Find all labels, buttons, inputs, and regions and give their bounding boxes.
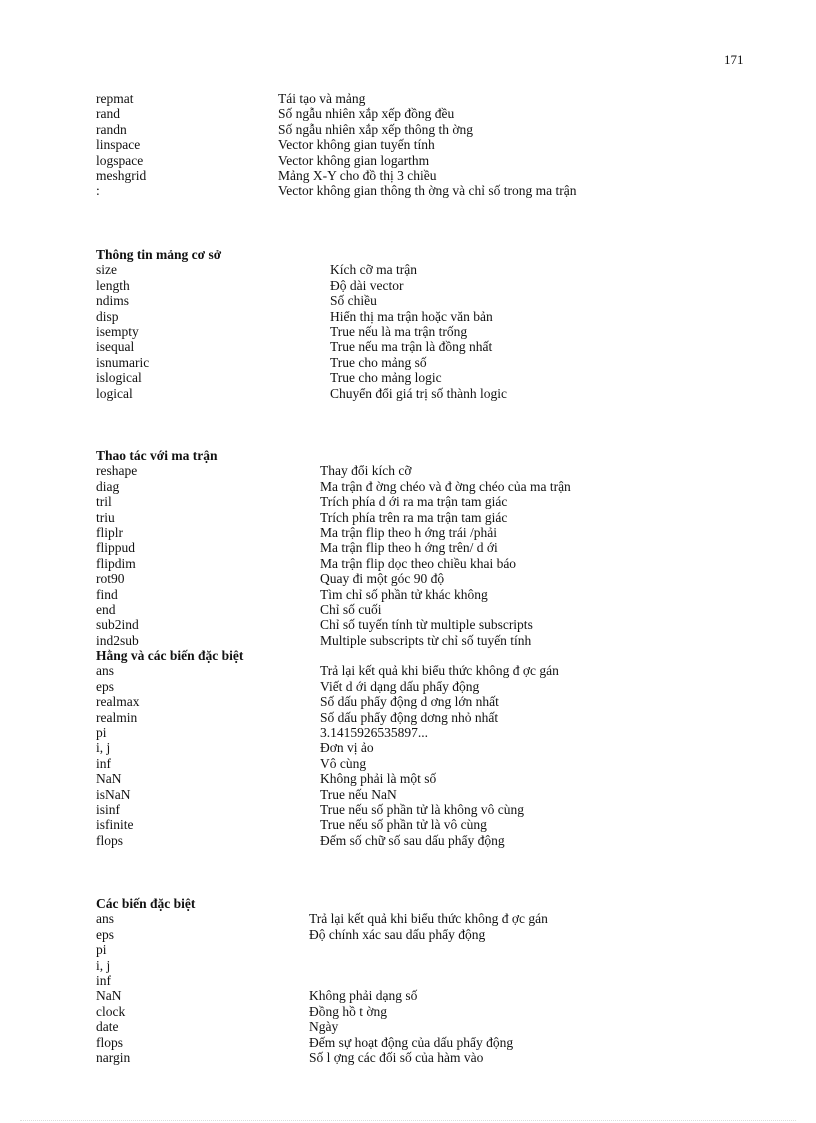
list-item [96, 1050, 548, 1065]
list-item [96, 587, 571, 602]
command-name: flops [96, 1034, 123, 1050]
command-name: linspace [96, 137, 141, 153]
command-name: ans [96, 911, 114, 927]
list-item [96, 694, 571, 709]
command-description: True cho mảng số [330, 354, 427, 370]
command-name: fliplr [96, 524, 123, 540]
list-item [96, 571, 571, 586]
command-description: Viết d ới dạng dấu phẩy động [320, 678, 480, 694]
command-name: triu [96, 509, 115, 525]
command-name: disp [96, 308, 119, 324]
command-name: flipdim [96, 555, 136, 571]
section-heading: Thông tin mảng cơ sở [96, 247, 222, 262]
list-item [96, 540, 571, 555]
list-item [96, 183, 576, 198]
command-description: Ma trận flip dọc theo chiều khai báo [320, 555, 517, 571]
command-description: Tìm chỉ số phần tử khác không [320, 586, 488, 602]
command-description: True nếu số phần tử là vô cùng [320, 817, 487, 833]
command-description: Số ngẫu nhiên xắp xếp đồng đều [278, 106, 455, 122]
command-description: True nếu NaN [320, 786, 397, 802]
command-name: flops [96, 832, 123, 848]
list-item [96, 91, 576, 106]
list-item [96, 787, 571, 802]
command-description: Đếm sự hoạt động của dấu phẩy động [309, 1034, 514, 1050]
command-name: eps [96, 926, 114, 942]
command-name: date [96, 1019, 119, 1035]
list-item [96, 1035, 548, 1050]
command-description: 3.1415926535897... [320, 725, 428, 741]
command-name: pi [96, 942, 107, 958]
list-item [96, 556, 571, 571]
command-name: NaN [96, 771, 122, 787]
list-item [96, 988, 548, 1003]
command-name: meshgrid [96, 167, 147, 183]
command-name: islogical [96, 370, 142, 386]
command-name: inf [96, 755, 111, 771]
command-name: pi [96, 725, 107, 741]
list-item [96, 525, 571, 540]
list-item [96, 958, 548, 973]
command-name: find [96, 586, 118, 602]
command-name: realmin [96, 709, 138, 725]
list-item [96, 602, 571, 617]
list-item [96, 663, 571, 678]
list-item [96, 756, 571, 771]
command-name: i, j [96, 740, 111, 756]
list-item [96, 463, 571, 478]
command-description: True nếu số phần tử là không vô cùng [320, 801, 525, 817]
command-name: reshape [96, 463, 138, 479]
list-item [96, 771, 571, 786]
command-description: Không phải là một số [320, 771, 437, 787]
list-item [96, 262, 507, 277]
list-item [96, 386, 507, 401]
command-name: randn [96, 121, 127, 137]
command-name: sub2ind [96, 617, 139, 633]
command-name: ans [96, 663, 114, 679]
command-description: Ngày [309, 1019, 339, 1035]
command-name: rand [96, 106, 120, 122]
list-item [96, 911, 548, 926]
list-item [96, 355, 507, 370]
list-item [96, 370, 507, 385]
list-item [96, 122, 576, 137]
list-item [96, 740, 571, 755]
section-matrix-ops [96, 448, 571, 848]
list-item [96, 973, 548, 988]
list-item [96, 479, 571, 494]
list-item [96, 510, 571, 525]
command-name: logical [96, 385, 133, 401]
command-description: Chỉ số tuyến tính từ multiple subscripts [320, 617, 533, 633]
command-name: : [96, 183, 100, 199]
command-description: Mảng X-Y cho đồ thị 3 chiều [278, 167, 437, 183]
list-item [96, 106, 576, 121]
command-description: Multiple subscripts từ chỉ số tuyến tính [320, 632, 532, 648]
command-description: Đơn vị ảo [320, 740, 374, 756]
command-name: isNaN [96, 786, 131, 802]
page-number: 171 [724, 52, 744, 67]
command-description: Ma trận flip theo h ớng trái /phải [320, 524, 497, 540]
command-description: Đồng hồ t ờng [309, 1003, 388, 1019]
command-description: Trả lại kết quả khi biểu thức không đ ợc gán [309, 911, 548, 927]
command-description: True cho mảng logic [330, 370, 442, 386]
command-description: Chuyển đổi giá trị số thành logic [330, 385, 507, 401]
command-name: isinf [96, 801, 121, 817]
list-item [96, 817, 571, 832]
command-description: Ma trận đ ờng chéo và đ ờng chéo của ma trận [320, 478, 571, 494]
command-description: Tái tạo và mảng [278, 91, 366, 106]
list-item [96, 278, 507, 293]
command-name: rot90 [96, 571, 125, 587]
list-item [96, 324, 507, 339]
list-item [96, 725, 571, 740]
command-description: Đếm số chữ số sau dấu phẩy động [320, 832, 505, 848]
command-name: ind2sub [96, 632, 139, 648]
section-heading: Hằng và các biến đặc biệt [96, 648, 244, 664]
command-name: realmax [96, 694, 140, 710]
command-name: nargin [96, 1049, 131, 1065]
command-description: Trích phía d ới ra ma trận tam giác [320, 494, 508, 510]
command-description: Vector không gian tuyến tính [278, 137, 435, 153]
list-item [96, 153, 576, 168]
command-name: inf [96, 972, 111, 988]
command-description: Số chiều [330, 293, 377, 309]
list-item [96, 293, 507, 308]
list-item [96, 168, 576, 183]
command-description: Số l ợng các đối số của hàm vào [309, 1049, 484, 1065]
command-name: end [96, 601, 116, 617]
command-name: logspace [96, 152, 144, 168]
list-item [96, 710, 571, 725]
command-name: repmat [96, 91, 134, 106]
section-array-info [96, 247, 507, 401]
command-name: isempty [96, 323, 139, 339]
command-name: isequal [96, 339, 135, 355]
section-creation [96, 91, 576, 199]
command-description: Vector không gian thông th ờng và chỉ số trong ma trận [278, 183, 577, 199]
command-name: i, j [96, 957, 111, 973]
list-item [96, 633, 571, 648]
command-description: Vô cùng [320, 755, 367, 771]
command-description: Ma trận flip theo h ớng trên/ d ới [320, 540, 498, 556]
command-name: eps [96, 678, 114, 694]
command-description: Quay đi một góc 90 độ [320, 571, 445, 587]
section-heading: Các biến đặc biệt [96, 896, 196, 911]
list-item [96, 1019, 548, 1034]
command-description: Độ chính xác sau dấu phẩy động [309, 926, 486, 942]
command-name: isnumaric [96, 354, 150, 370]
list-item [96, 1004, 548, 1019]
command-name: diag [96, 478, 120, 494]
command-name: flippud [96, 540, 135, 556]
list-item [96, 679, 571, 694]
page-bottom-divider [20, 1120, 796, 1121]
list-item [96, 617, 571, 632]
list-item [96, 339, 507, 354]
command-description: Chỉ số cuối [320, 601, 382, 617]
command-description: Vector không gian logarthm [278, 152, 430, 168]
command-description: Độ dài vector [330, 277, 404, 293]
command-description: Số ngẫu nhiên xắp xếp thông th ờng [278, 121, 473, 137]
list-item [96, 927, 548, 942]
command-description: Kích cỡ ma trận [330, 262, 417, 278]
command-description: Hiển thị ma trận hoặc văn bản [330, 308, 493, 324]
list-item [96, 137, 576, 152]
command-description: True nếu là ma trận trống [330, 323, 468, 339]
list-item [96, 942, 548, 957]
command-description: Số dấu phẩy động dơng nhỏ nhất [320, 709, 499, 725]
command-name: NaN [96, 988, 122, 1004]
command-name: length [96, 277, 130, 293]
command-description: Số dấu phẩy động d ơng lớn nhất [320, 694, 499, 710]
list-item [96, 494, 571, 509]
list-item [96, 802, 571, 817]
section-heading: Thao tác với ma trận [96, 448, 218, 463]
command-description: Trả lại kết quả khi biểu thức không đ ợc gán [320, 663, 559, 679]
command-description: Không phải dạng số [309, 988, 418, 1004]
command-name: clock [96, 1003, 126, 1019]
list-item [96, 833, 571, 848]
command-description: True nếu ma trận là đồng nhất [330, 339, 493, 355]
section-special-variables [96, 896, 548, 1065]
command-name: size [96, 262, 117, 278]
list-item [96, 309, 507, 324]
command-name: tril [96, 494, 112, 510]
command-name: isfinite [96, 817, 134, 833]
command-description: Trích phía trên ra ma trận tam giác [320, 509, 508, 525]
command-name: ndims [96, 293, 130, 309]
command-description: Thay đổi kích cỡ [320, 463, 412, 479]
